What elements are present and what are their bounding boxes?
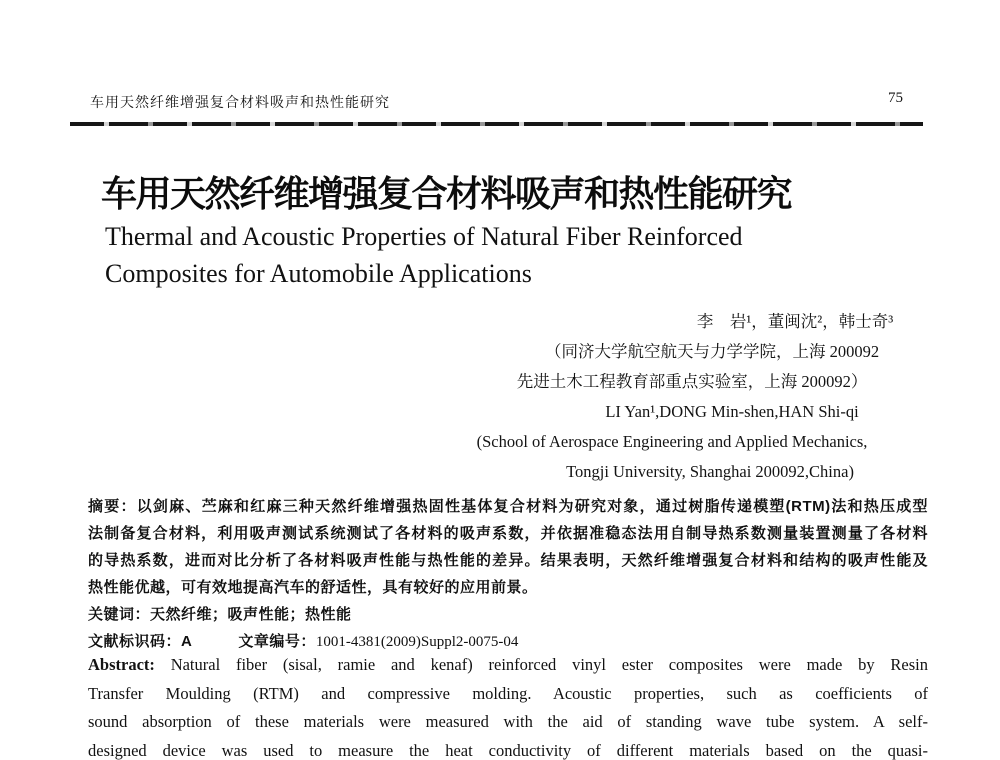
paper-title-en-line1: Thermal and Acoustic Properties of Natural Fiber Reinforced <box>105 222 743 251</box>
abstract-en-line3: sound absorption of these materials were measured with the aid of standing wave tube system. A self- <box>88 712 928 731</box>
keywords-label: 关键词： <box>88 606 151 623</box>
abstract-zh-line1 <box>88 493 928 520</box>
keywords-text: 天然纤维；吸声性能；热性能 <box>150 606 352 623</box>
abstract-zh-line2: 法制备复合材料，利用吸声测试系统测试了各材料的吸声系数，并依据准稳态法用自制导热系数测量装置测量了各材料 <box>88 525 928 542</box>
abstract-en-line1 <box>88 651 928 680</box>
article-id-label: 文章编号： <box>238 633 316 650</box>
authors-zh: 李 岩¹，董闽沈²，韩士奇³ <box>696 312 894 331</box>
running-header: 车用天然纤维增强复合材料吸声和热性能研究 <box>90 96 390 111</box>
paper-title-zh: 车用天然纤维增强复合材料吸声和热性能研究 <box>101 173 792 214</box>
doc-code-value: A <box>181 633 193 650</box>
abstract-en-label: Abstract: <box>88 655 155 674</box>
page-number: 75 <box>888 90 903 106</box>
abstract-en-line4: designed device was used to measure the heat conductivity of different materials based on the quasi- <box>88 740 928 760</box>
abstract-zh-label: 摘要： <box>88 498 137 515</box>
chinese-abstract-block <box>88 493 928 656</box>
abstract-en-text1: Natural fiber (sisal, ramie and kenaf) reinforced vinyl ester composites were made by Resin <box>154 655 928 674</box>
keywords-line <box>88 601 928 628</box>
english-abstract-block <box>88 651 928 760</box>
abstract-en-line2: Transfer Moulding (RTM) and compressive molding. Acoustic properties, such as coefficients of <box>88 683 928 703</box>
paper-title-en <box>105 218 743 292</box>
abstract-zh-line3: 的导热系数，进而对比分析了各材料吸声性能与热性能的差异。结果表明，天然纤维增强复合材料和结构的吸声性能及 <box>88 552 928 569</box>
abstract-zh-text1: 以剑麻、苎麻和红麻三种天然纤维增强热固性基体复合材料为研究对象，通过树脂传递模塑(RTM)法和热压成型 <box>136 498 928 515</box>
doc-code-label: 文献标识码： <box>88 633 182 650</box>
authors-en: LI Yan¹,DONG Min-shen,HAN Shi-qi <box>605 402 859 421</box>
paper-title-en-line2: Composites for Automobile Applications <box>105 259 532 288</box>
affiliation-zh-line2: 先进土木工程教育部重点实验室，上海 200092） <box>516 372 868 391</box>
header-rule-divider <box>70 122 923 126</box>
abstract-zh-line4: 热性能优越，可有效地提高汽车的舒适性，具有较好的应用前景。 <box>88 579 538 596</box>
author-block <box>430 307 950 487</box>
affiliation-en-line1: (School of Aerospace Engineering and Applied Mechanics, <box>476 432 868 451</box>
article-id-value: 1001-4381(2009)Suppl2-0075-04 <box>315 634 519 650</box>
affiliation-en-line2: Tongji University, Shanghai 200092,China) <box>566 462 854 481</box>
affiliation-zh-line1: （同济大学航空航天与力学学院，上海 200092 <box>544 342 880 361</box>
